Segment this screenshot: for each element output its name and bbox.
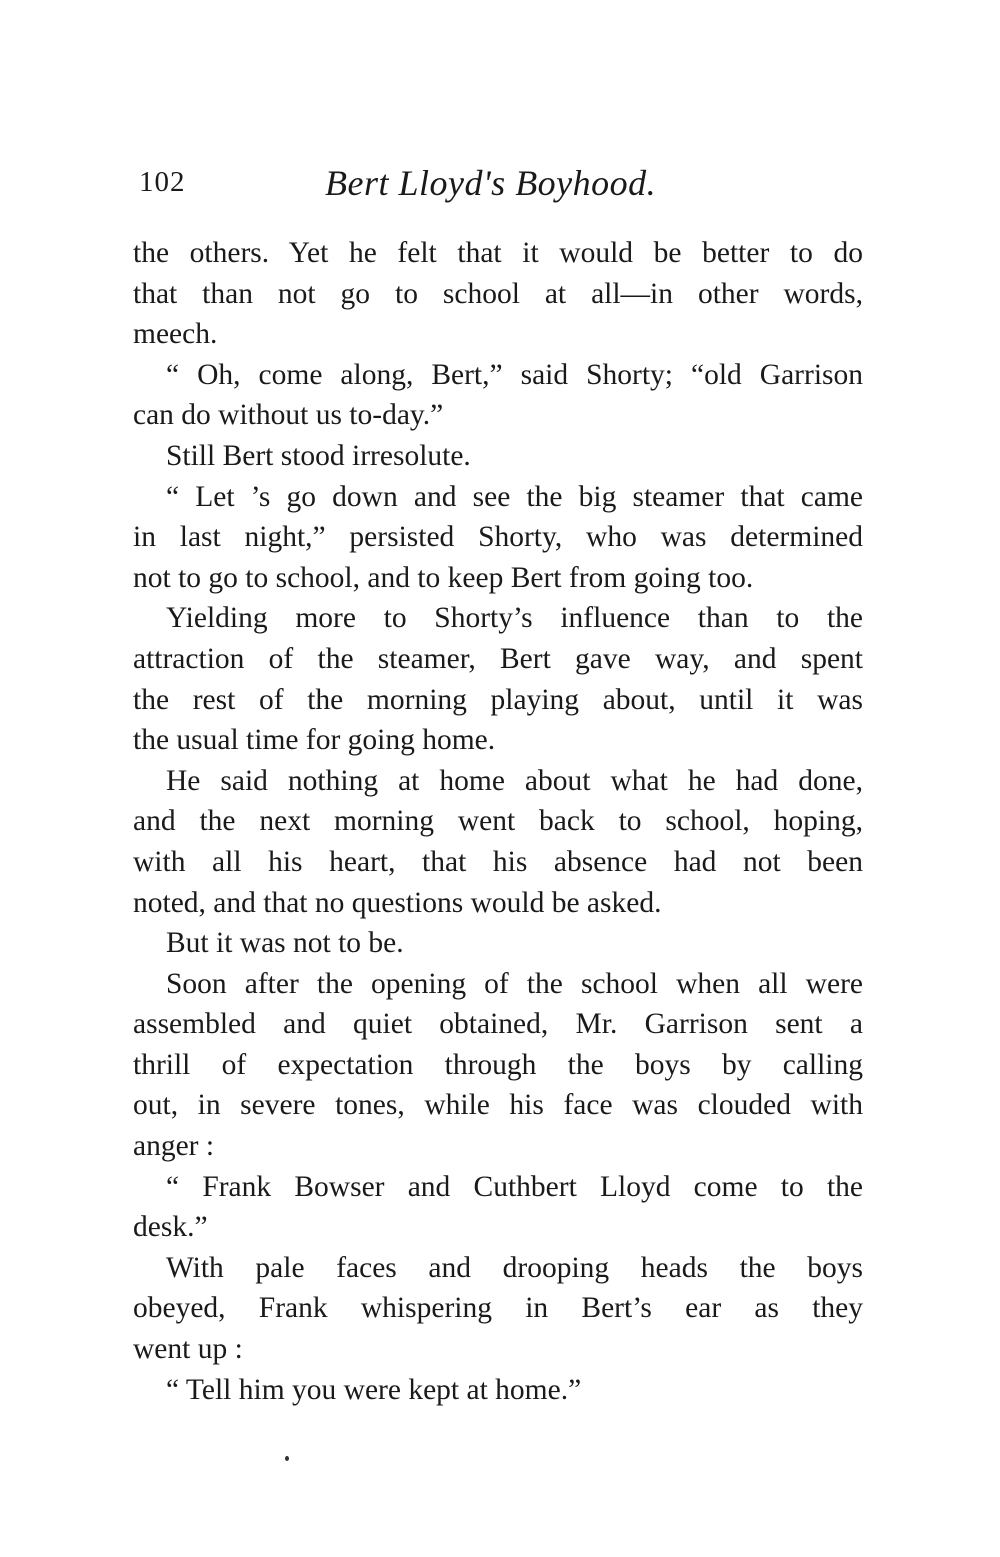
- text-line: that than not go to school at all—in other words,: [133, 277, 863, 310]
- text-line: desk.”: [133, 1211, 208, 1244]
- text-line: with all his heart, that his absence had not been: [133, 845, 863, 878]
- running-title: Bert Lloyd's Boyhood.: [325, 163, 657, 203]
- text-line: and the next morning went back to school, hoping,: [133, 805, 863, 838]
- text-line: Soon after the opening of the school when all were: [166, 967, 863, 1000]
- text-line: Yielding more to Shorty’s influence than to the: [166, 602, 863, 635]
- text-line: He said nothing at home about what he had done,: [166, 764, 863, 797]
- text-line: not to go to school, and to keep Bert from going too.: [133, 561, 754, 594]
- page-number: 102: [139, 166, 186, 198]
- page-header: [133, 163, 868, 216]
- text-line: the others. Yet he felt that it would be better to do: [133, 237, 863, 269]
- text-line: out, in severe tones, while his face was clouded with: [133, 1089, 863, 1122]
- ink-speck: [285, 1456, 289, 1461]
- text-line: “ Frank Bowser and Cuthbert Lloyd come to the: [166, 1170, 863, 1203]
- text-line: assembled and quiet obtained, Mr. Garrison sent a: [133, 1008, 863, 1041]
- text-line: noted, and that no questions would be asked.: [133, 886, 662, 919]
- text-line: But it was not to be.: [166, 927, 404, 960]
- body-text: [133, 233, 863, 1410]
- text-line: “ Tell him you were kept at home.”: [166, 1373, 582, 1406]
- text-line: thrill of expectation through the boys by calling: [133, 1048, 863, 1081]
- text-line: anger :: [133, 1130, 215, 1163]
- text-line: attraction of the steamer, Bert gave way, and spent: [133, 642, 863, 675]
- text-line: the usual time for going home.: [133, 724, 496, 757]
- text-line: Still Bert stood irresolute.: [166, 439, 471, 472]
- text-line: in last night,” persisted Shorty, who was determined: [133, 521, 863, 554]
- text-line: went up :: [133, 1333, 243, 1366]
- text-line: With pale faces and drooping heads the boys: [166, 1251, 863, 1284]
- text-line: the rest of the morning playing about, until it was: [133, 683, 863, 716]
- text-line: “ Oh, come along, Bert,” said Shorty; “old Garrison: [166, 358, 863, 391]
- text-line: can do without us to-day.”: [133, 399, 444, 432]
- text-line: “ Let ’s go down and see the big steamer that came: [166, 480, 863, 513]
- text-line: obeyed, Frank whispering in Bert’s ear as they: [133, 1292, 863, 1325]
- text-line: meech.: [133, 318, 218, 351]
